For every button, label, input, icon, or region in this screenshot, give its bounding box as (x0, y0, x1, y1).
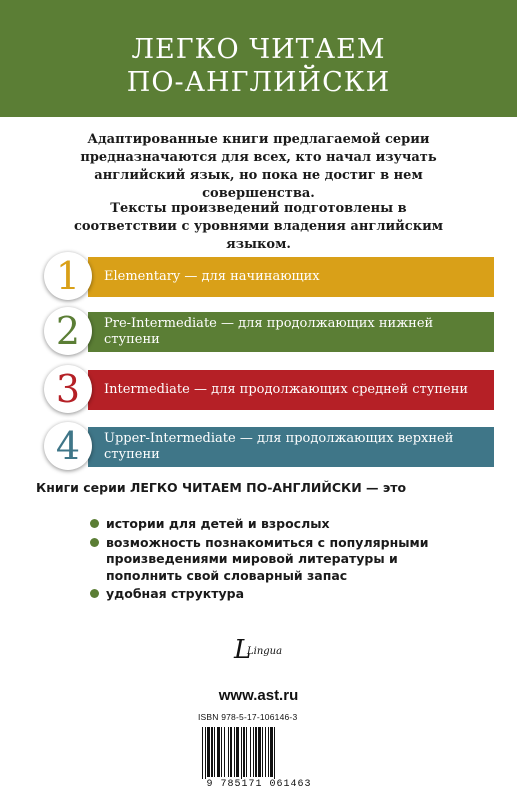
barcode (196, 725, 322, 790)
level-2 (44, 310, 494, 354)
list-item (92, 586, 452, 603)
level-4 (44, 425, 494, 469)
level-label: Intermediate — для продолжающих средней ступени (104, 382, 469, 397)
list-item (92, 535, 452, 585)
level-label: Upper-Intermediate — для продолжающих верхней ступени (104, 431, 454, 462)
barcode-digits: 9 785171 061463 (196, 779, 322, 790)
bullet-icon (90, 589, 99, 598)
level-bar (88, 427, 494, 467)
level-bar (88, 370, 494, 410)
level-number: 2 (55, 309, 81, 353)
logo-text: Lingua (247, 646, 283, 657)
level-number: 1 (55, 254, 81, 298)
bullet-icon (90, 538, 99, 547)
level-number-badge (44, 307, 92, 355)
level-number: 4 (55, 424, 81, 468)
feature-list (92, 516, 452, 605)
publisher-website[interactable]: www.ast.ru (218, 687, 299, 704)
list-item-text: возможность познакомиться с популярными произведениями мировой литературы и пополнить свой словарный запас (106, 534, 429, 583)
logo-letter-icon: L (234, 635, 252, 665)
series-header (0, 0, 517, 117)
intro-paragraph-2: Тексты произведений подготовлены в соответствии с уровнями владения английским языком. (73, 201, 444, 252)
series-title-line2: ПО-АНГЛИЙСКИ (126, 67, 391, 98)
level-label: Elementary — для начинающих (104, 269, 320, 284)
list-item-text: истории для детей и взрослых (106, 516, 330, 531)
barcode-icon (196, 725, 322, 783)
level-number-badge (44, 365, 92, 413)
series-title-line1: ЛЕГКО ЧИТАЕМ (131, 34, 386, 65)
list-item (92, 516, 452, 533)
level-number: 3 (55, 367, 81, 411)
intro-paragraph-1: Адаптированные книги предлагаемой серии предназначаются для всех, кто начал изучать английский язык, но пока не достиг в нем совершенства. (80, 132, 437, 201)
bullet-icon (90, 519, 99, 528)
level-3 (44, 368, 494, 412)
level-bar (88, 257, 494, 297)
level-1 (44, 255, 494, 299)
isbn-number: ISBN 978-5-17-106146-3 (198, 712, 298, 722)
lingua-logo (234, 636, 284, 666)
level-label: Pre-Intermediate — для продолжающих нижней ступени (104, 316, 434, 347)
level-number-badge (44, 252, 92, 300)
series-description: Книги серии ЛЕГКО ЧИТАЕМ ПО-АНГЛИЙСКИ — это (36, 480, 407, 495)
list-item-text: удобная структура (106, 586, 245, 601)
level-number-badge (44, 422, 92, 470)
level-bar (88, 312, 494, 352)
